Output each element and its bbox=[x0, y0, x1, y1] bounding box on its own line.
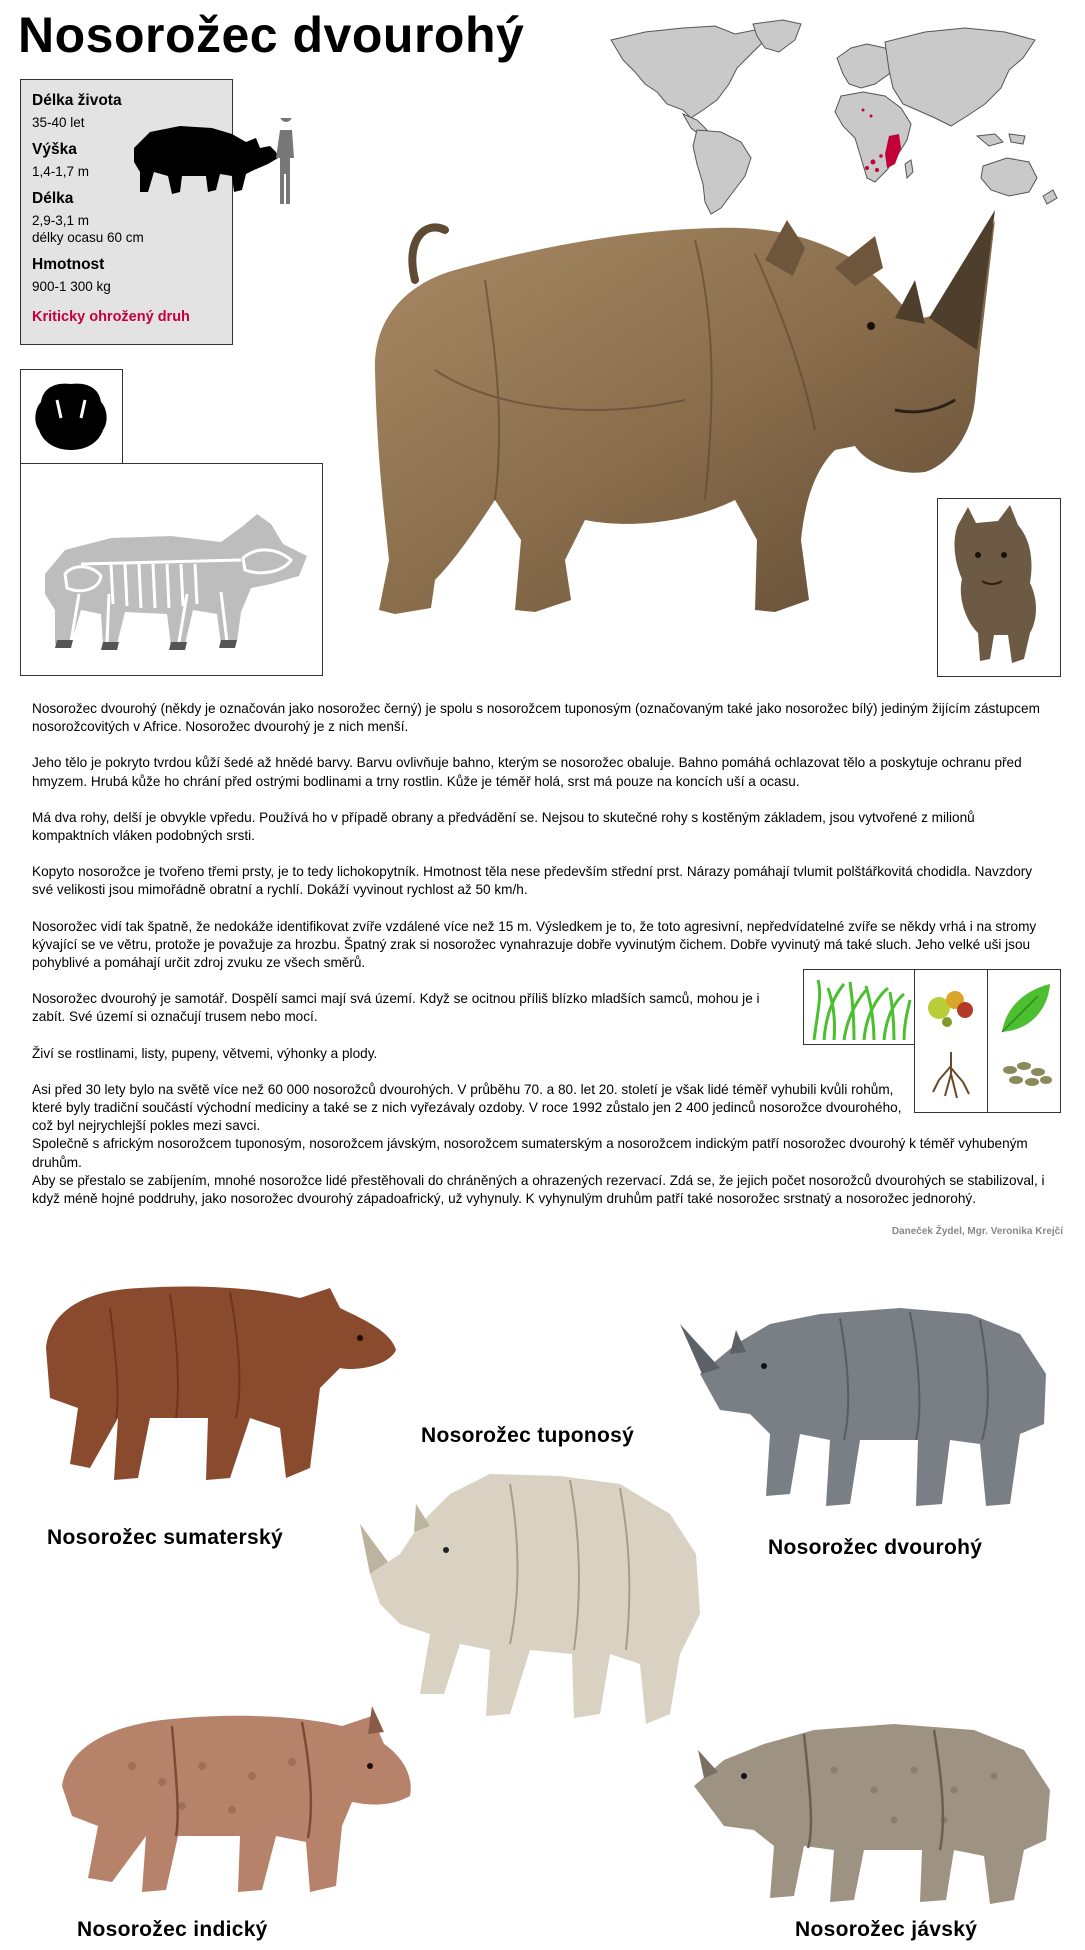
fruit-icon bbox=[915, 970, 987, 1112]
weight-value: 900-1 300 kg bbox=[32, 279, 111, 294]
paragraph: Nosorožec dvourohý je samotář. Dospělí samci mají svá území. Když se ocitnou příliš blízko mladších samců, mohou je i zabít. Své území si označují trusem nebo mocí. bbox=[32, 991, 760, 1025]
indian-rhino-illustration bbox=[52, 1686, 414, 1916]
length-value-tail: délky ocasu 60 cm bbox=[32, 230, 144, 245]
seeds-icon bbox=[1003, 1062, 1052, 1086]
length-value-body: 2,9-3,1 m bbox=[32, 213, 90, 228]
paragraph: Společně s africkým nosorožcem tuponosým, nosorožcem jávským, nosorožcem sumaterským a nosorožcem indickým patří nosorožec dvourohý k téměř vyhubeným druhům. bbox=[32, 1136, 1028, 1170]
paragraph: Nosorožec dvourohý (někdy je označován jako nosorožec černý) je spolu s nosorožcem tuponosým (označovaným také jako nosorožec bílý) jediným žijícím zástupcem nosorožcovitých v Africe. Nosorožec dvourohý je z nich menší. bbox=[32, 701, 1040, 735]
footprint-box bbox=[20, 369, 123, 465]
sumatran-rhino-illustration bbox=[30, 1268, 402, 1518]
footprint-icon bbox=[21, 370, 122, 464]
weight-label: Hmotnost bbox=[32, 256, 105, 273]
conservation-status: Kriticky ohrožený druh bbox=[32, 309, 190, 325]
height-value: 1,4-1,7 m bbox=[32, 164, 90, 179]
lifespan-value: 35-40 let bbox=[32, 115, 85, 130]
leaf-icon bbox=[988, 970, 1060, 1112]
skeleton-box bbox=[20, 463, 323, 676]
length-value bbox=[32, 212, 221, 246]
paragraph: Živí se rostlinami, listy, pupeny, větvemi, výhonky a plody. bbox=[32, 1045, 378, 1061]
caption-javan: Nosorožec jávský bbox=[795, 1918, 978, 1941]
black-rhino-illustration bbox=[680, 1284, 1056, 1524]
paragraph: Aby se přestalo se zabíjením, mnohé nosorožce lidé přestěhovali do chráněných a ohrazených rezervací. Zdá se, že jejich počet nosorožců dvourohých se stabilizoval, i když méně hojné poddruhy, jako nosorožec dvourohý západoafrický, už vyhynuly. K vyhynulým druhům patří také nosorožec srstnatý a nosorožec jednorohý. bbox=[32, 1172, 1045, 1207]
article-body bbox=[32, 700, 1052, 1208]
diet-grid bbox=[803, 969, 1061, 1113]
paragraph: Kopyto nosorožce je tvořeno třemi prsty, je to tedy lichokopytník. Hmotnost těla nese především střední prst. Nárazy pomáhají tvlumit polštářkovitá chodidla. Navzdory své velikosti jsou mimořádně obratní a rychlí. Dokáží vyvinout rychlost až 50 km/h. bbox=[32, 864, 1033, 898]
baby-rhino-photo bbox=[938, 499, 1060, 676]
caption-black: Nosorožec dvourohý bbox=[768, 1536, 983, 1559]
lifespan-label: Délka života bbox=[32, 92, 122, 109]
paragraph: Má dva rohy, delší je obvykle vpředu. Používá ho v případě obrany a předvádění se. Nejsou to skutečné rohy s kostěným základem, jsou vytvořené z milionů kompaktních vláken podobných srsti. bbox=[32, 809, 975, 844]
main-rhino-photo bbox=[335, 200, 1015, 660]
credit: Daneček Žydel, Mgr. Veronika Krejčí bbox=[891, 1226, 1063, 1237]
baby-rhino-box bbox=[937, 498, 1061, 677]
caption-sumatran: Nosorožec sumaterský bbox=[47, 1526, 283, 1549]
page-title: Nosorožec dvourohý bbox=[18, 7, 525, 63]
diet-fruit-root-cell bbox=[914, 969, 988, 1113]
diet-grass-cell bbox=[803, 969, 915, 1045]
paragraph: Jeho tělo je pokryto tvrdou kůží šedé až hnědé barvy. Barvu ovlivňuje bahno, kterým se nosorožec obaluje. Bahno pomáhá ochlazovat tělo a poskytuje ochranu před hmyzem. Hrubá kůže ho chrání před ostrými bodlinami a trny rostlin. Kůže je téměř holá, srst má pouze na koncích uší a ocasu. bbox=[32, 755, 1022, 789]
grass-icon bbox=[804, 970, 914, 1044]
paragraph: Nosorožec vidí tak špatně, že nedokáže identifikovat zvíře vzdálené více než 15 m. Výsledkem je to, že toto agresivní, nepředvídatelné zvíře se někdy vrhá i na stromy kývající se ve větru, protože je považuje za hrozbu. Špatný zrak si nosorožec vynahrazuje dobře vyvinutým čichem. Dobře vyvinutý má také sluch. Jeho velké uši jsou pohyblivé a pomáhají určit zdroj zvuku ze všech směrů. bbox=[32, 918, 1037, 971]
rhino-human-scale-silhouette-icon bbox=[128, 118, 298, 210]
caption-indian: Nosorožec indický bbox=[77, 1918, 268, 1941]
skeleton-icon bbox=[21, 464, 322, 675]
caption-white: Nosorožec tuponosý bbox=[421, 1424, 635, 1447]
javan-rhino-illustration bbox=[684, 1700, 1056, 1916]
diet-leaf-seeds-cell bbox=[987, 969, 1061, 1113]
paragraph: Asi před 30 lety bylo na světě více než 60 000 nosorožců dvourohých. V průběhu 70. a 80. let 20. století je však lidé téměř vyhubili kvůli rohům, které byly tradiční součástí východní mediciny a také se z nich vyřezávaly ozdoby. V roce 1992 zůstalo jen 2 400 jedinců nosorožce dvourohého, což byl nejrychlejší pokles mezi savci. bbox=[32, 1081, 902, 1134]
root-icon bbox=[933, 1052, 969, 1098]
length-label: Délka bbox=[32, 190, 74, 207]
height-label: Výška bbox=[32, 141, 77, 158]
